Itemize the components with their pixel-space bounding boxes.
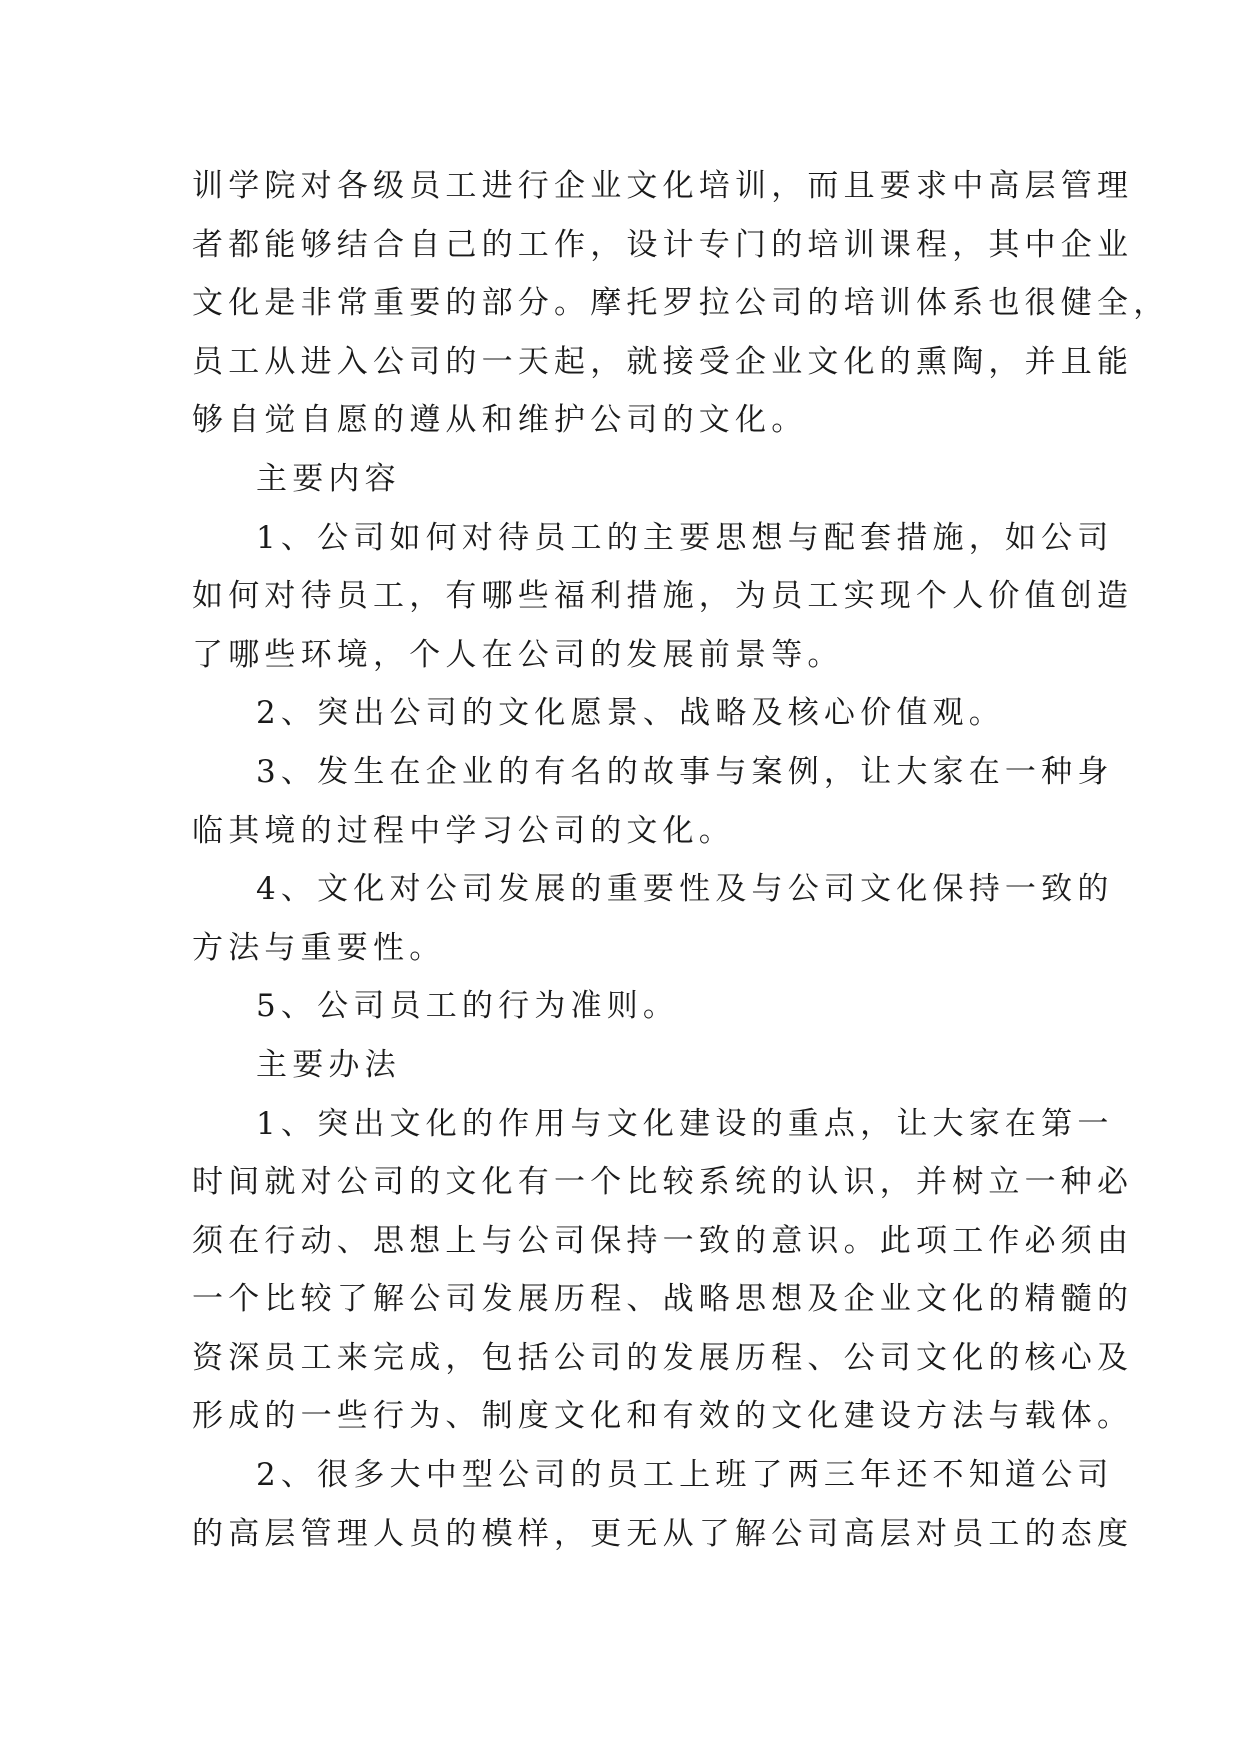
text-line: 形成的一些行为、制度文化和有效的文化建设方法与载体。 (192, 1398, 1134, 1435)
text-line: 了哪些环境，个人在公司的发展前景等。 (192, 636, 844, 673)
text-line: 须在行动、思想上与公司保持一致的意识。此项工作必须由 (192, 1222, 1134, 1259)
text-line: 1、突出文化的作用与文化建设的重点，让大家在第一 (256, 1105, 1114, 1142)
text-line: 3、发生在企业的有名的故事与案例，让大家在一种身 (256, 753, 1114, 790)
text-line: 1、公司如何对待员工的主要思想与配套措施，如公司 (256, 519, 1114, 556)
text-line: 2、很多大中型公司的员工上班了两三年还不知道公司 (256, 1457, 1114, 1494)
text-line: 方法与重要性。 (192, 929, 446, 966)
text-line: 够自觉自愿的遵从和维护公司的文化。 (192, 402, 808, 439)
text-line: 员工从进入公司的一天起，就接受企业文化的熏陶，并且能 (192, 343, 1134, 380)
section-heading: 主要内容 (256, 460, 401, 497)
document-body (192, 157, 1170, 1563)
text-line: 时间就对公司的文化有一个比较系统的认识，并树立一种必 (192, 1164, 1134, 1201)
text-line: 4、文化对公司发展的重要性及与公司文化保持一致的 (256, 871, 1114, 908)
text-line: 2、突出公司的文化愿景、战略及核心价值观。 (256, 695, 1005, 732)
text-line: 的高层管理人员的模样，更无从了解公司高层对员工的态度 (192, 1515, 1134, 1552)
text-line: 训学院对各级员工进行企业文化培训，而且要求中高层管理 (192, 168, 1134, 204)
text-line: 临其境的过程中学习公司的文化。 (192, 812, 735, 849)
text-line: 资深员工来完成，包括公司的发展历程、公司文化的核心及 (192, 1339, 1134, 1376)
section-heading: 主要办法 (256, 1046, 401, 1083)
text-line: 一个比较了解公司发展历程、战略思想及企业文化的精髓的 (192, 1281, 1134, 1318)
text-line: 如何对待员工，有哪些福利措施，为员工实现个人价值创造 (192, 578, 1134, 615)
text-line: 5、公司员工的行为准则。 (256, 988, 680, 1025)
text-line: 者都能够结合自己的工作，设计专门的培训课程，其中企业 (192, 226, 1134, 263)
text-line: 文化是非常重要的部分。摩托罗拉公司的培训体系也很健全， (192, 285, 1170, 322)
